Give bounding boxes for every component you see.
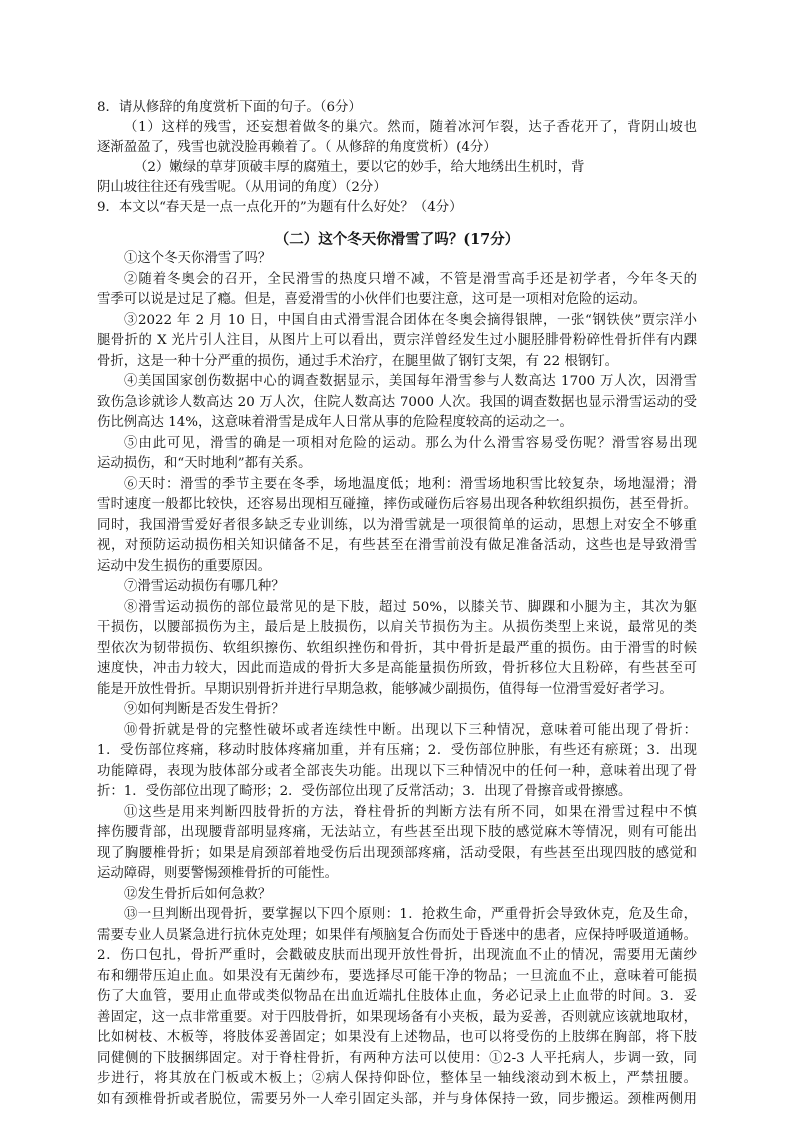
paragraph-12 <box>97 885 697 906</box>
question-8-item-1-line: （1）这样的残雪，还妄想着做冬的巢穴。然而，随着冰河乍裂，达子香花开了，背阴山坡也 <box>124 120 697 135</box>
paragraph-line: 运动损伤，和“天时地利”都有关系。 <box>97 456 312 471</box>
paragraph-3 <box>97 311 697 373</box>
paragraph-line: 现了胸腰椎骨折；如果是肩颈部着地受伤后出现颈部疼痛，活动受限，有些甚至出现四肢的感觉和 <box>97 845 697 861</box>
paragraph-line: 需要专业人员紧急进行抗休克处理；如果伴有颅脑复合伤而处于昏迷中的患者，应保持呼吸道通畅。 <box>97 927 697 943</box>
paragraph-line: ②随着冬奥会的召开，全民滑雪的热度只增不减，不管是滑雪高手还是初学者，今年冬天的 <box>124 271 697 287</box>
paragraph-line: ⑪这些是用来判断四肢骨折的方法，脊柱骨折的判断方法有所不同，如果在滑雪过程中不慎 <box>124 804 697 820</box>
paragraph-line: 雪季可以说是过足了瘾。但是，喜爱滑雪的小伙伴们也要注意，这可是一项相对危险的运动。 <box>97 292 647 307</box>
paragraph-line: ⑥天时：滑雪的季节主要在冬季，场地温度低；地利：滑雪场地积雪比较复杂，场地湿滑；滑 <box>124 476 697 492</box>
paragraph-line: 干损伤，以腰部损伤为主，最后是上肢损伤，以肩关节损伤为主。从损伤类型上来说，最常见的类 <box>97 620 697 635</box>
paragraph-5 <box>97 434 697 475</box>
paragraph-line: 摔伤腰背部，出现腰背部明显疼痛，无法站立，有些甚至出现下肢的感觉麻木等情况，则有可能出 <box>97 825 697 840</box>
question-8-prompt: 8．请从修辞的角度赏析下面的句子。（6分） <box>97 100 362 115</box>
article-body <box>97 249 697 1110</box>
paragraph-line: 功能障碍，表现为肢体部分或者全部丧失功能。出现以下三种情况中的任何一种，意味着出现了骨 <box>97 763 697 779</box>
question-8-item-2-line: （2）嫩绿的草芽顶破丰厚的腐殖土，要以它的妙手，给大地绣出生机时，背 <box>134 160 585 175</box>
paragraph-line: 比如树枝、木板等，将肢体妥善固定；如果没有上述物品，也可以将受伤的上肢绑在胸部，将下肢 <box>97 1030 697 1045</box>
paragraph-8 <box>97 598 697 701</box>
paragraph-line: ①这个冬天你滑雪了吗？ <box>124 251 272 266</box>
paragraph-line: ⑫发生骨折后如何急救？ <box>124 886 272 902</box>
paragraph-line: 型依次为韧带损伤、软组织擦伤、软组织挫伤和骨折，其中骨折是最严重的损伤。由于滑雪的时候 <box>97 640 697 656</box>
paragraph-line: 善固定，这一点非常重要。对于四肢骨折，如果现场备有小夹板，最为妥善，否则就应该就地取材， <box>97 1009 697 1025</box>
paragraph-9 <box>97 700 697 721</box>
paragraph-line: 雪时速度一般都比较快，还容易出现相互碰撞，摔伤或碰伤后容易出现各种软组织损伤，甚至骨折。 <box>97 497 697 512</box>
paragraph-11 <box>97 803 697 885</box>
paragraph-line: 伤了大血管，要用止血带或类似物品在出血近端扎住肢体止血，务必记录上止血带的时间。3．妥 <box>97 989 697 1004</box>
paragraph-line: 腿骨折的 X 光片引人注目，从图片上可以看出，贾宗洋曾经发生过小腿胫腓骨粉碎性骨折伴有内踝 <box>97 333 697 348</box>
article-title: （二）这个冬天你滑雪了吗？(17分） <box>274 231 520 248</box>
paragraph-line: 2．伤口包扎，骨折严重时，会戳破皮肤而出现开放性骨折，出现流血不止的情况，需要用无菌纱 <box>97 948 697 963</box>
paragraph-line: 能是开放性骨折。早期识别骨折并进行早期急救，能够减少副损伤，值得每一位滑雪爱好者学习。 <box>97 681 673 697</box>
paragraph-13 <box>97 905 697 1110</box>
question-8-item-2-line: 阴山坡往往还有残雪呢。（从用词的角度）（2分） <box>97 180 387 195</box>
paragraph-line: 同时，我国滑雪爱好者很多缺乏专业训练，以为滑雪就是一项很简单的运动，思想上对安全不够重 <box>97 517 697 533</box>
paragraph-line: 折：1．受伤部位出现了畸形；2．受伤部位出现了反常活动；3．出现了骨擦音或骨擦感。 <box>97 784 632 799</box>
paragraph-4 <box>97 372 697 434</box>
paragraph-line: ⑬一旦判断出现骨折，要掌握以下四个原则：1．抢救生命，严重骨折会导致休克，危及生命， <box>124 907 697 922</box>
paragraph-line: 运动中发生损伤的重要原因。 <box>97 558 272 574</box>
paragraph-line: 布和绷带压迫止血。如果没有无菌纱布，要选择尽可能干净的物品；一旦流血不止，意味着可能损 <box>97 968 697 984</box>
paragraph-7 <box>97 577 697 598</box>
paragraph-line: 视，对预防运动损伤相关知识储备不足，有些甚至在滑雪前没有做足准备活动，这些也是导致滑雪 <box>97 538 697 553</box>
paragraph-line: ⑧滑雪运动损伤的部位最常见的是下肢，超过 50%，以膝关节、脚踝和小腿为主，其次为躯 <box>124 599 697 615</box>
paragraph-line: 如有颈椎骨折或者脱位，需要另外一人牵引固定头部，并与身体保持一致，同步搬运。颈椎两侧用 <box>97 1091 697 1107</box>
paragraph-line: 步进行，将其放在门板或木板上；②病人保持仰卧位，整体呈一轴线滚动到木板上，严禁扭腰。 <box>97 1071 697 1086</box>
questions-section <box>97 98 697 218</box>
paragraph-line: ⑩骨折就是骨的完整性破坏或者连续性中断。出现以下三种情况，意味着可能出现了骨折： <box>124 722 697 738</box>
question-8-item-1-line: 逐渐盈盈了，残雪也就没脸再赖着了。（ 从修辞的角度赏析）(4分） <box>97 140 497 155</box>
paragraph-line: ⑨如何判断是否发生骨折？ <box>124 702 285 717</box>
paragraph-line: 致伤急诊就诊人数高达 20 万人次，住院人数高达 7000 人次。我国的调查数据也显示滑雪运动的受 <box>97 394 697 410</box>
paragraph-line: 同健侧的下肢捆绑固定。对于脊柱骨折，有两种方法可以使用：①2-3 人平托病人，步调一致，同 <box>97 1050 697 1066</box>
paragraph-line: 伤比例高达 14%，这意味着滑雪是成年人日常从事的危险程度较高的运动之一。 <box>97 415 573 430</box>
paragraph-line: 骨折，这是一种十分严重的损伤，通过手术治疗，在腿里做了钢钉支架，有 22 根钢钉。 <box>97 353 619 369</box>
question-9-prompt: 9．本文以“春天是一点一点化开的”为题有什么好处？（4分） <box>97 200 463 215</box>
paragraph-6 <box>97 475 697 578</box>
paragraph-10 <box>97 721 697 803</box>
paragraph-line: ③2022 年 2 月 10 日，中国自由式滑雪混合团体在冬奥会摘得银牌，一张“钢铁侠”贾宗洋小 <box>124 312 697 328</box>
paragraph-1 <box>97 249 697 270</box>
paragraph-line: 1．受伤部位疼痛，移动时肢体疼痛加重，并有压痛；2．受伤部位肿胀，有些还有瘀斑；3．出现 <box>97 743 697 758</box>
paragraph-2 <box>97 270 697 311</box>
paragraph-line: 速度快，冲击力较大，因此而造成的骨折大多是高能量损伤所致，骨折移位大且粉碎，有些甚至可 <box>97 661 697 676</box>
paragraph-line: ⑦滑雪运动损伤有哪几种？ <box>124 579 285 594</box>
paragraph-line: ④美国国家创伤数据中心的调查数据显示，美国每年滑雪参与人数高达 1700 万人次，因滑雪 <box>124 374 697 389</box>
paragraph-line: ⑤由此可见，滑雪的确是一项相对危险的运动。那么为什么滑雪容易受伤呢？滑雪容易出现 <box>124 435 697 451</box>
paragraph-line: 运动障碍，则要警惕颈椎骨折的可能性。 <box>97 866 339 881</box>
